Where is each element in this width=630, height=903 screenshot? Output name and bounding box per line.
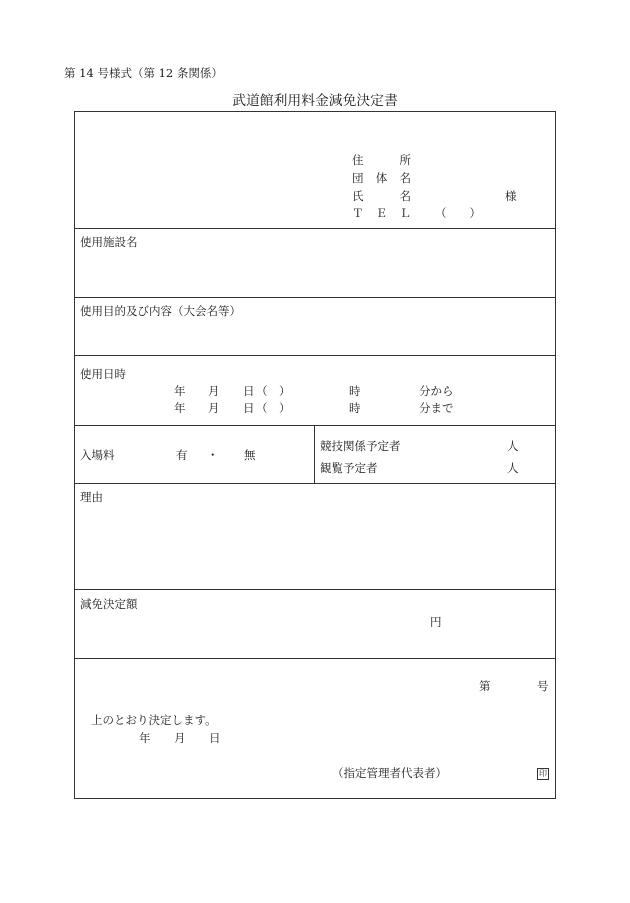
- label-char: [392, 171, 396, 185]
- admission-separator: ・: [207, 448, 219, 462]
- tel-area-code-parens: （ ）: [435, 206, 481, 220]
- address-label: [352, 153, 411, 167]
- end-year: 年: [174, 401, 186, 415]
- label-char: [384, 153, 396, 167]
- label-char: Ｔ: [352, 206, 364, 220]
- admission-yes: 有: [176, 448, 188, 462]
- label-char: [392, 206, 396, 220]
- row-divider-reason: [74, 589, 556, 590]
- competitors-label: 競技関係予定者: [320, 439, 401, 453]
- label-char: 名: [399, 171, 411, 185]
- row-divider-purpose: [74, 355, 556, 356]
- label-char: 氏: [352, 189, 364, 203]
- start-hour: 時: [349, 384, 361, 398]
- label-char: 体: [375, 171, 388, 185]
- admission-no: 無: [244, 448, 256, 462]
- reduction-amount-label: 減免決定額: [80, 597, 138, 611]
- row-divider-reduction: [74, 658, 556, 659]
- group-name-label: [352, 171, 411, 185]
- end-minute: 分まで: [419, 401, 454, 415]
- row-divider-facility: [74, 297, 556, 298]
- start-minute: 分から: [419, 384, 454, 398]
- label-char: 住: [352, 153, 364, 167]
- tel-label: [352, 206, 411, 220]
- decision-year: 年: [139, 731, 151, 745]
- spectators-unit: 人: [507, 461, 519, 475]
- decision-day: 日: [209, 731, 221, 745]
- row-divider-admission: [74, 483, 556, 484]
- admission-label: 入場料: [80, 448, 115, 462]
- label-char: 団: [352, 171, 364, 185]
- label-char: [368, 153, 380, 167]
- reduction-amount-unit: 円: [430, 615, 442, 629]
- row-divider-schedule: [74, 425, 556, 426]
- end-weekday: （ ）: [256, 401, 291, 415]
- label-char: Ｅ: [375, 206, 388, 220]
- honorific-sama: 様: [505, 189, 517, 203]
- start-month: 月: [208, 384, 220, 398]
- label-char: 所: [399, 153, 411, 167]
- purpose-label: 使用目的及び内容（大会名等）: [80, 304, 241, 318]
- decision-number-suffix: 号: [537, 679, 549, 693]
- form-table-border: [74, 111, 556, 799]
- column-divider-admission: [314, 425, 315, 483]
- decision-month: 月: [174, 731, 186, 745]
- form-number: 第 14 号様式（第 12 条関係）: [64, 66, 223, 80]
- start-weekday: （ ）: [256, 384, 291, 398]
- reason-label: 理由: [80, 490, 103, 504]
- end-day: 日: [243, 401, 255, 415]
- start-day: 日: [243, 384, 255, 398]
- end-month: 月: [208, 401, 220, 415]
- label-char: [368, 206, 372, 220]
- label-char: Ｌ: [399, 206, 411, 220]
- decision-statement: 上のとおり決定します。: [91, 713, 217, 727]
- label-char: [368, 171, 372, 185]
- label-char: [368, 189, 380, 203]
- facility-label: 使用施設名: [80, 235, 138, 249]
- start-year: 年: [174, 384, 186, 398]
- applicant-name-label: [352, 189, 411, 203]
- spectators-label: 観覧予定者: [320, 461, 378, 475]
- label-char: [384, 189, 396, 203]
- competitors-unit: 人: [507, 439, 519, 453]
- row-divider-applicant: [74, 228, 556, 229]
- label-char: 名: [399, 189, 411, 203]
- end-hour: 時: [349, 401, 361, 415]
- signer-label: （指定管理者代表者）: [332, 766, 447, 780]
- seal-mark: 印: [539, 769, 547, 778]
- decision-number-prefix: 第: [479, 679, 491, 693]
- form-title: 武道館利用料金減免決定書: [232, 93, 398, 109]
- schedule-label: 使用日時: [80, 367, 126, 381]
